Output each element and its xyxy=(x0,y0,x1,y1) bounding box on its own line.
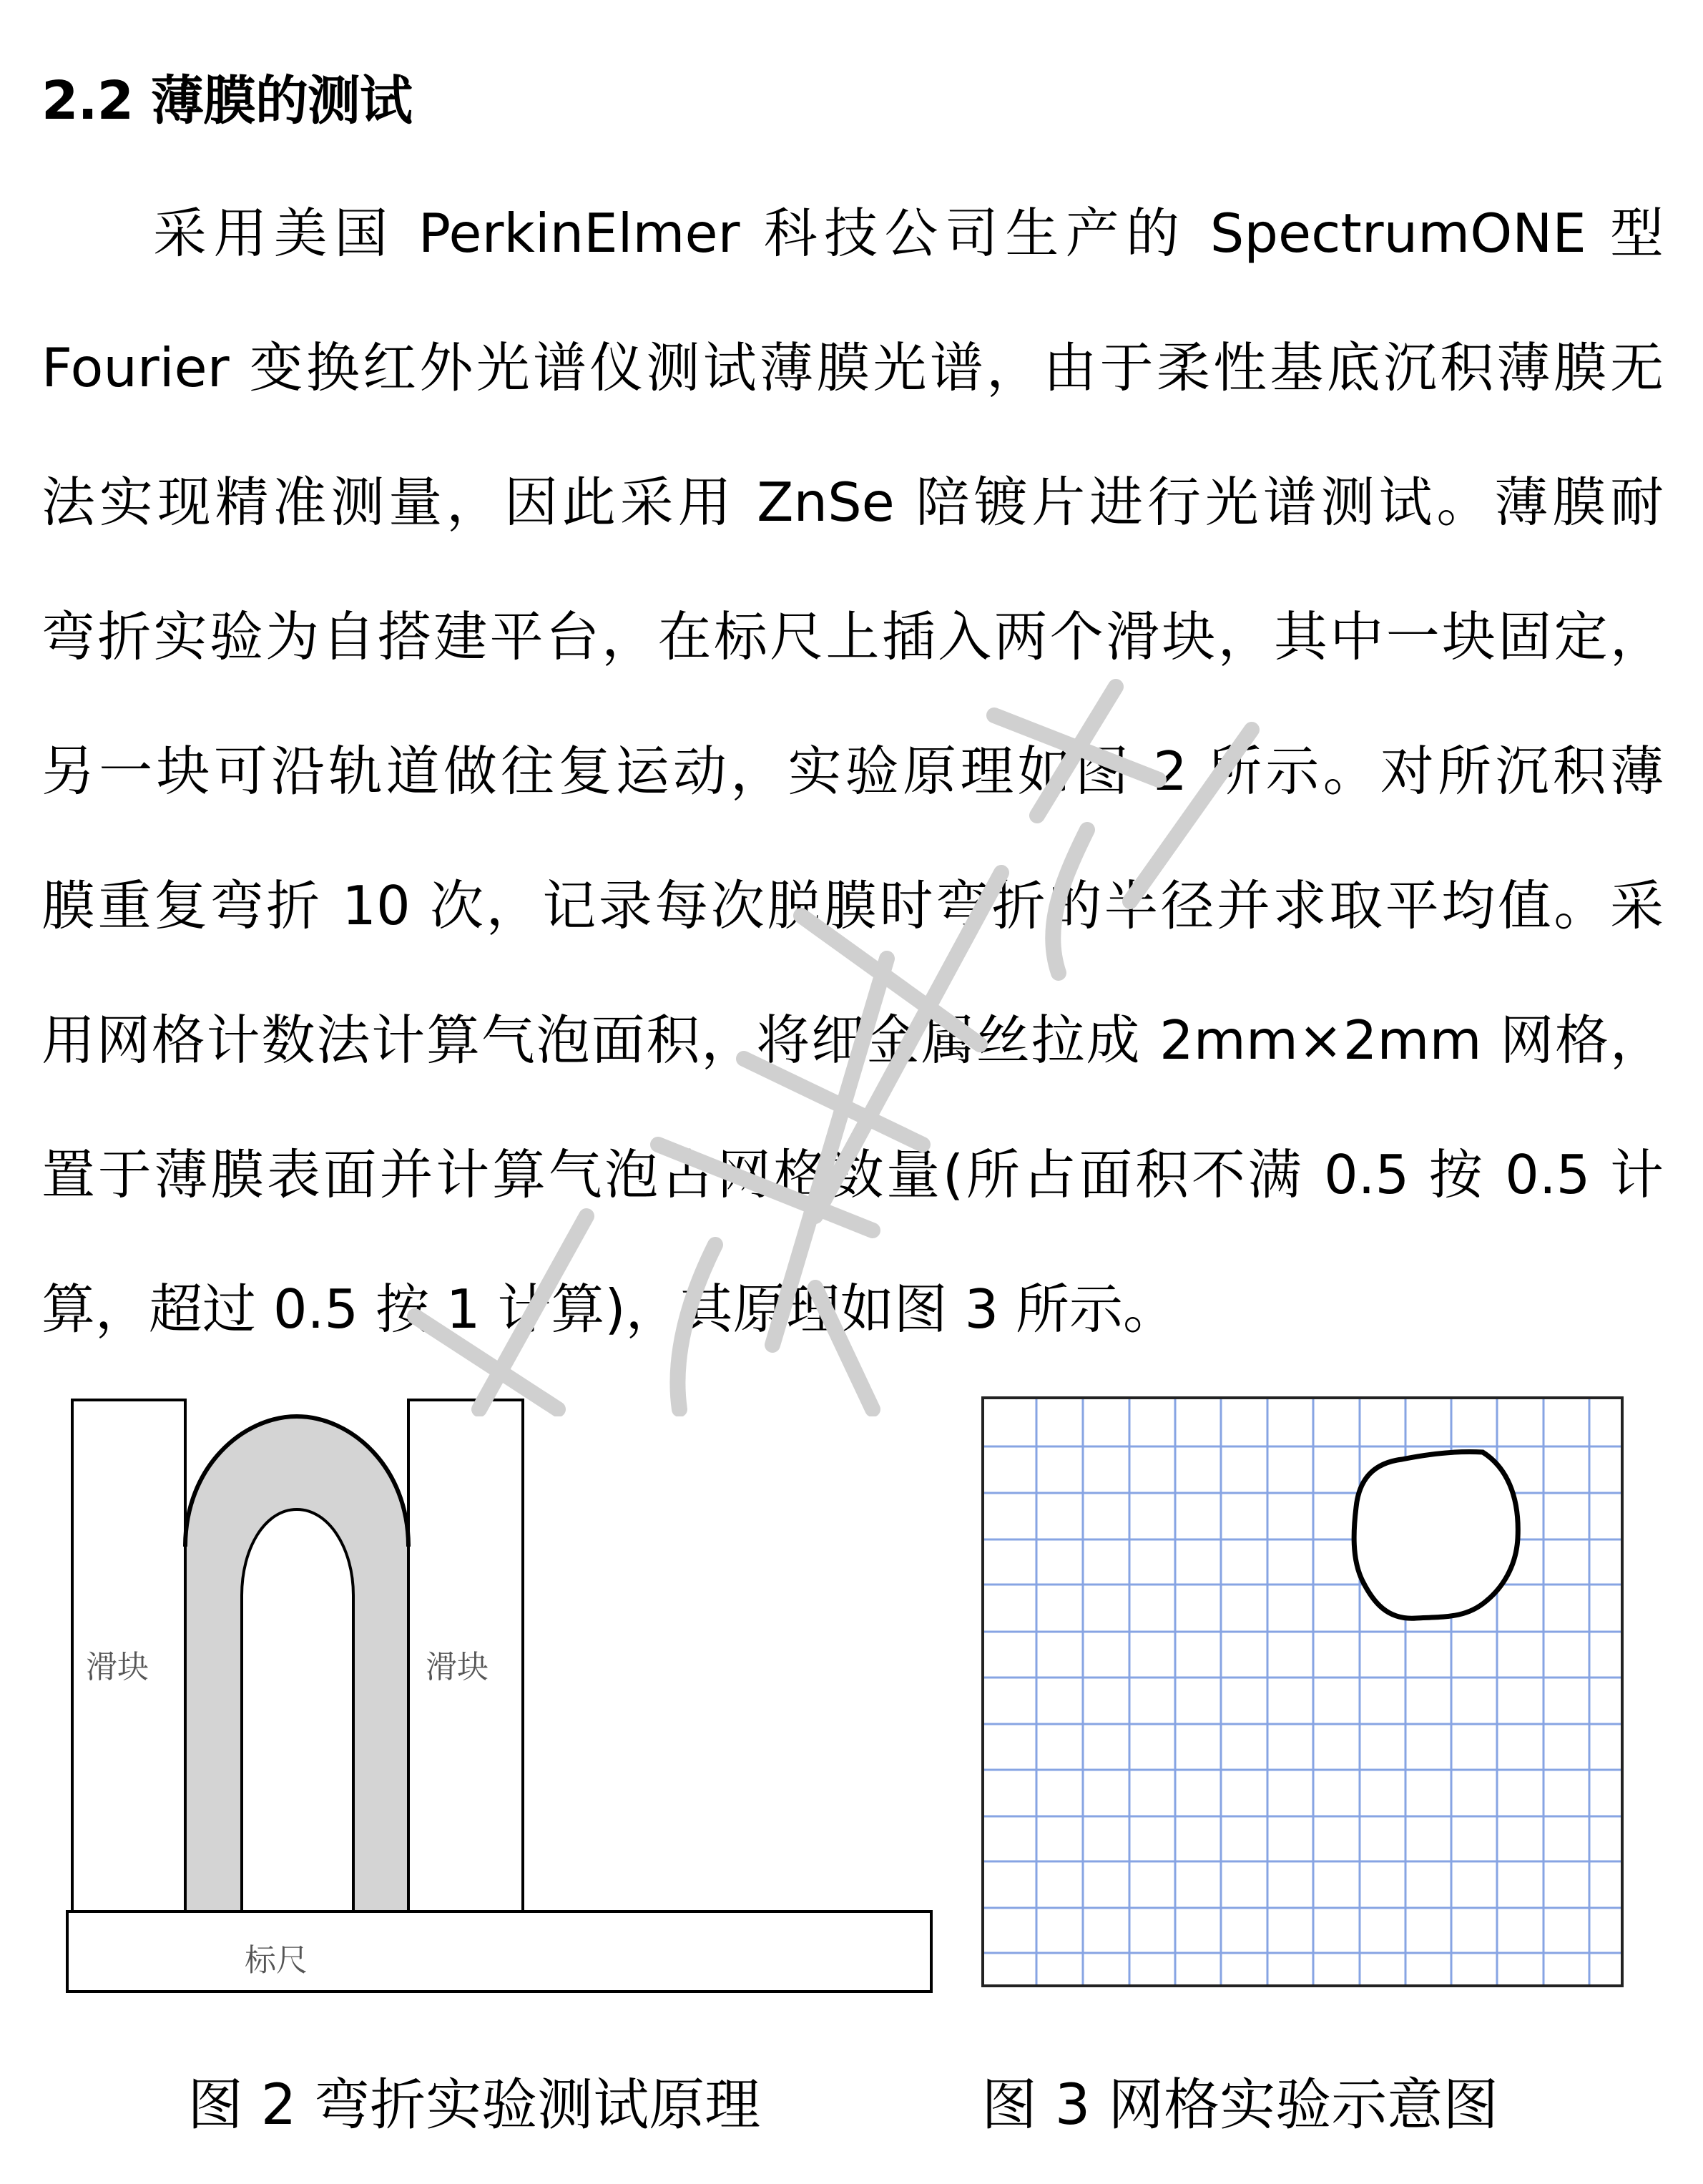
figure-3-caption: 图 3 网格实验示意图 xyxy=(981,2073,1499,2138)
grid-border xyxy=(983,1398,1622,1986)
paragraph-line: 膜重复弯折 10 次，记录每次脱膜时弯折的半径并求取平均值。采 xyxy=(41,874,1664,937)
figure-3-grid-diagram xyxy=(973,1388,1631,2003)
bubble-outline xyxy=(1354,1451,1518,1618)
right-slider-label: 滑块 xyxy=(426,1649,489,1685)
body-paragraph xyxy=(41,166,1664,1376)
figure-2-caption: 图 2 弯折实验测试原理 xyxy=(187,2073,761,2138)
section-heading: 2.2 薄膜的测试 xyxy=(41,70,412,132)
left-slider-label: 滑块 xyxy=(86,1649,149,1685)
paragraph-line: 置于薄膜表面并计算气泡占网格数量(所占面积不满 0.5 按 0.5 计 xyxy=(41,1143,1664,1206)
figure-2-bending-diagram xyxy=(57,1388,951,2003)
paragraph-line: 采用美国 PerkinElmer 科技公司生产的 SpectrumONE 型 xyxy=(153,202,1664,265)
bent-film xyxy=(185,1416,408,1911)
paragraph-line: Fourier 变换红外光谱仪测试薄膜光谱，由于柔性基底沉积薄膜无 xyxy=(41,336,1664,399)
paragraph-line: 弯折实验为自搭建平台，在标尺上插入两个滑块，其中一块固定， xyxy=(41,605,1664,668)
paragraph-line: 算，超过 0.5 按 1 计算)，其原理如图 3 所示。 xyxy=(41,1278,1177,1341)
ruler-label: 标尺 xyxy=(245,1942,308,1979)
grid-lines xyxy=(983,1398,1622,1986)
paragraph-line: 法实现精准测量，因此采用 ZnSe 陪镀片进行光谱测试。薄膜耐 xyxy=(41,471,1664,534)
ruler-bar xyxy=(67,1911,931,1992)
paragraph-line: 用网格计数法计算气泡面积，将细金属丝拉成 2mm×2mm 网格， xyxy=(41,1009,1664,1072)
paragraph-line: 另一块可沿轨道做往复运动，实验原理如图 2 所示。对所沉积薄 xyxy=(41,740,1664,803)
